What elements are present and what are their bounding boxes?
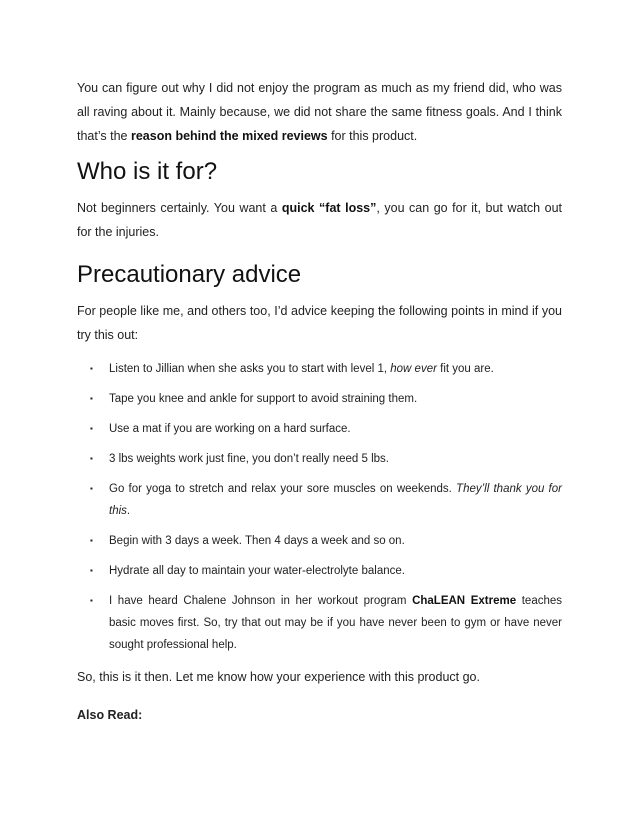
bullet-icon: ▪ — [90, 454, 93, 463]
list-item-bold: ChaLEAN Extreme — [412, 595, 517, 607]
list-item — [77, 530, 562, 552]
advice-intro-paragraph: For people like me, and others too, I’d advice keeping the following points in mind if you try this out: — [77, 304, 562, 342]
bullet-icon: ▪ — [90, 596, 93, 605]
list-item-italic: They’ll thank you for this — [109, 483, 562, 517]
list-item-text: Use a mat if you are working on a hard surface. — [109, 423, 351, 435]
audience-bold-phrase: quick “fat loss” — [281, 201, 377, 215]
bullet-icon: ▪ — [90, 536, 93, 545]
list-item — [77, 388, 562, 410]
list-item-text-end: . — [126, 505, 131, 517]
bullet-icon: ▪ — [90, 566, 93, 575]
list-item-italic: how ever — [390, 363, 437, 375]
list-item-text: Begin with 3 days a week. Then 4 days a week and so on. — [109, 535, 405, 547]
intro-paragraph — [77, 76, 562, 148]
list-item-text-end: teaches basic moves first. So, try that out may be if you have never been to gym or have never sought professional help. — [109, 595, 563, 651]
bullet-icon: ▪ — [90, 364, 93, 373]
list-item-text: I have heard Chalene Johnson in her workout program — [109, 595, 413, 607]
list-item-text: Listen to Jillian when she asks you to start with level 1, — [109, 363, 391, 375]
intro-text: You can figure out why I did not enjoy the program as much as my friend did, who was all raving about it. Mainly because, we did not share the same fitness goals. And I think that’s the — [77, 81, 562, 143]
audience-text: Not beginners certainly. You want a — [77, 201, 282, 215]
list-item-text-end: fit you are. — [436, 363, 494, 375]
heading-precautionary-advice: Precautionary advice — [77, 261, 302, 288]
list-item-text: Hydrate all day to maintain your water-electrolyte balance. — [109, 565, 405, 577]
list-item-text: Go for yoga to stretch and relax your sore muscles on weekends. — [109, 483, 457, 495]
list-item — [77, 590, 562, 656]
intro-text-end: for this product. — [327, 129, 418, 143]
list-item — [77, 478, 562, 522]
heading-who-is-it-for: Who is it for? — [77, 158, 218, 185]
list-item — [77, 560, 562, 582]
bullet-icon: ▪ — [90, 484, 93, 493]
document-page — [77, 76, 562, 727]
list-item-text: 3 lbs weights work just fine, you don’t really need 5 lbs. — [109, 453, 389, 465]
also-read-label: Also Read: — [77, 708, 143, 722]
list-item — [77, 358, 562, 380]
audience-paragraph — [77, 196, 562, 244]
list-item — [77, 418, 562, 440]
bullet-icon: ▪ — [90, 424, 93, 433]
list-item — [77, 448, 562, 470]
list-item-text: Tape you knee and ankle for support to avoid straining them. — [109, 393, 418, 405]
closing-paragraph: So, this is it then. Let me know how your experience with this product go. — [77, 670, 480, 684]
bullet-icon: ▪ — [90, 394, 93, 403]
intro-bold-phrase: reason behind the mixed reviews — [130, 129, 328, 143]
audience-text-end: , you can go for it, but watch out for the injuries. — [77, 201, 562, 239]
advice-list — [77, 358, 562, 656]
